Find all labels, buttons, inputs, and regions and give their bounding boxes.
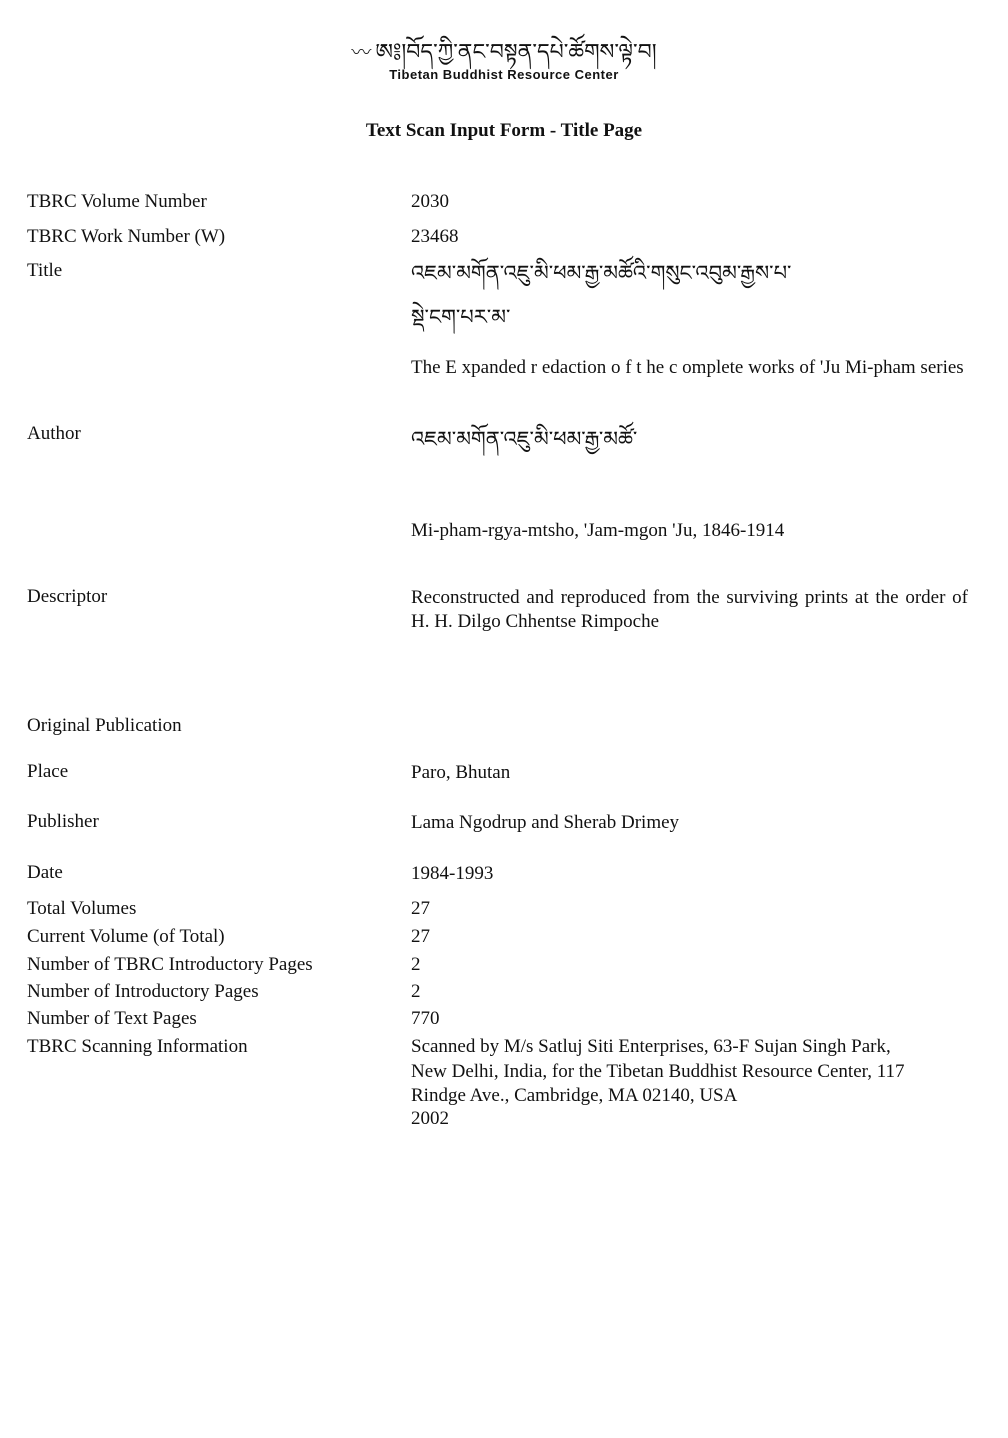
tbrc-logo [0,38,1008,67]
tbrc-intro-pages-value: 2 [411,954,421,975]
logo-tibetan-text: ཨ༔།བོད་ཀྱི་ནང་བསྟན་དཔེ་ཚོགས་ལྟེ་བ། [375,40,657,65]
place-label: Place [27,761,69,782]
tbrc-intro-pages-label: Number of TBRC Introductory Pages [27,954,313,975]
title-english: The E xpanded r edaction o f t he c omplete works of 'Ju Mi-pham series [411,357,964,378]
logo-english-text: Tibetan Buddhist Resource Center [389,67,619,82]
logo-swirl-icon: 〰 [351,40,372,64]
total-volumes-label: Total Volumes [27,898,137,919]
work-number-value: 23468 [411,226,459,247]
original-publication-heading: Original Publication [27,715,182,736]
title-tibetan-line2: སྡེ་ངག་པར་མ་ [411,305,511,329]
text-pages-label: Number of Text Pages [27,1008,197,1029]
work-number-label: TBRC Work Number (W) [27,226,226,247]
publisher-label: Publisher [27,811,99,832]
author-tibetan: འཇམ་མགོན་འཇུ་མི་ཕམ་རྒྱ་མཚོ་ [411,427,638,451]
publisher-value: Lama Ngodrup and Sherab Drimey [411,812,680,833]
title-tibetan-line1: འཇམ་མགོན་འཇུ་མི་ཕམ་རྒྱ་མཚོའི་གསུང་འབུམ་རྒྱས་པ་ [411,261,792,285]
volume-number-value: 2030 [411,191,449,212]
text-pages-value: 770 [411,1008,440,1029]
volume-number-label: TBRC Volume Number [27,191,207,212]
current-volume-value: 27 [411,926,430,947]
tbrc-header [0,38,1008,83]
intro-pages-label: Number of Introductory Pages [27,981,259,1002]
scanning-info-line4: 2002 [411,1108,449,1129]
title-label: Title [27,260,63,281]
author-label: Author [27,423,81,444]
current-volume-label: Current Volume (of Total) [27,926,225,947]
intro-pages-value: 2 [411,981,421,1002]
date-label: Date [27,862,63,883]
place-value: Paro, Bhutan [411,762,511,783]
descriptor-label: Descriptor [27,586,108,607]
scanning-info-line2: New Delhi, India, for the Tibetan Buddhist Resource Center, 117 [411,1061,905,1082]
scanning-info-label: TBRC Scanning Information [27,1036,248,1057]
descriptor-value: Reconstructed and reproduced from the surviving prints at the order of H. H. Dilgo Chhentse Rimpoche [411,587,968,632]
scanning-info-line1: Scanned by M/s Satluj Siti Enterprises, 63-F Sujan Singh Park, [411,1036,891,1057]
author-english: Mi-pham-rgya-mtsho, 'Jam-mgon 'Ju, 1846-1914 [411,520,785,541]
form-title: Text Scan Input Form - Title Page [365,120,643,141]
total-volumes-value: 27 [411,898,430,919]
scanning-info-line3: Rindge Ave., Cambridge, MA 02140, USA [411,1085,738,1106]
date-value: 1984-1993 [411,863,494,884]
